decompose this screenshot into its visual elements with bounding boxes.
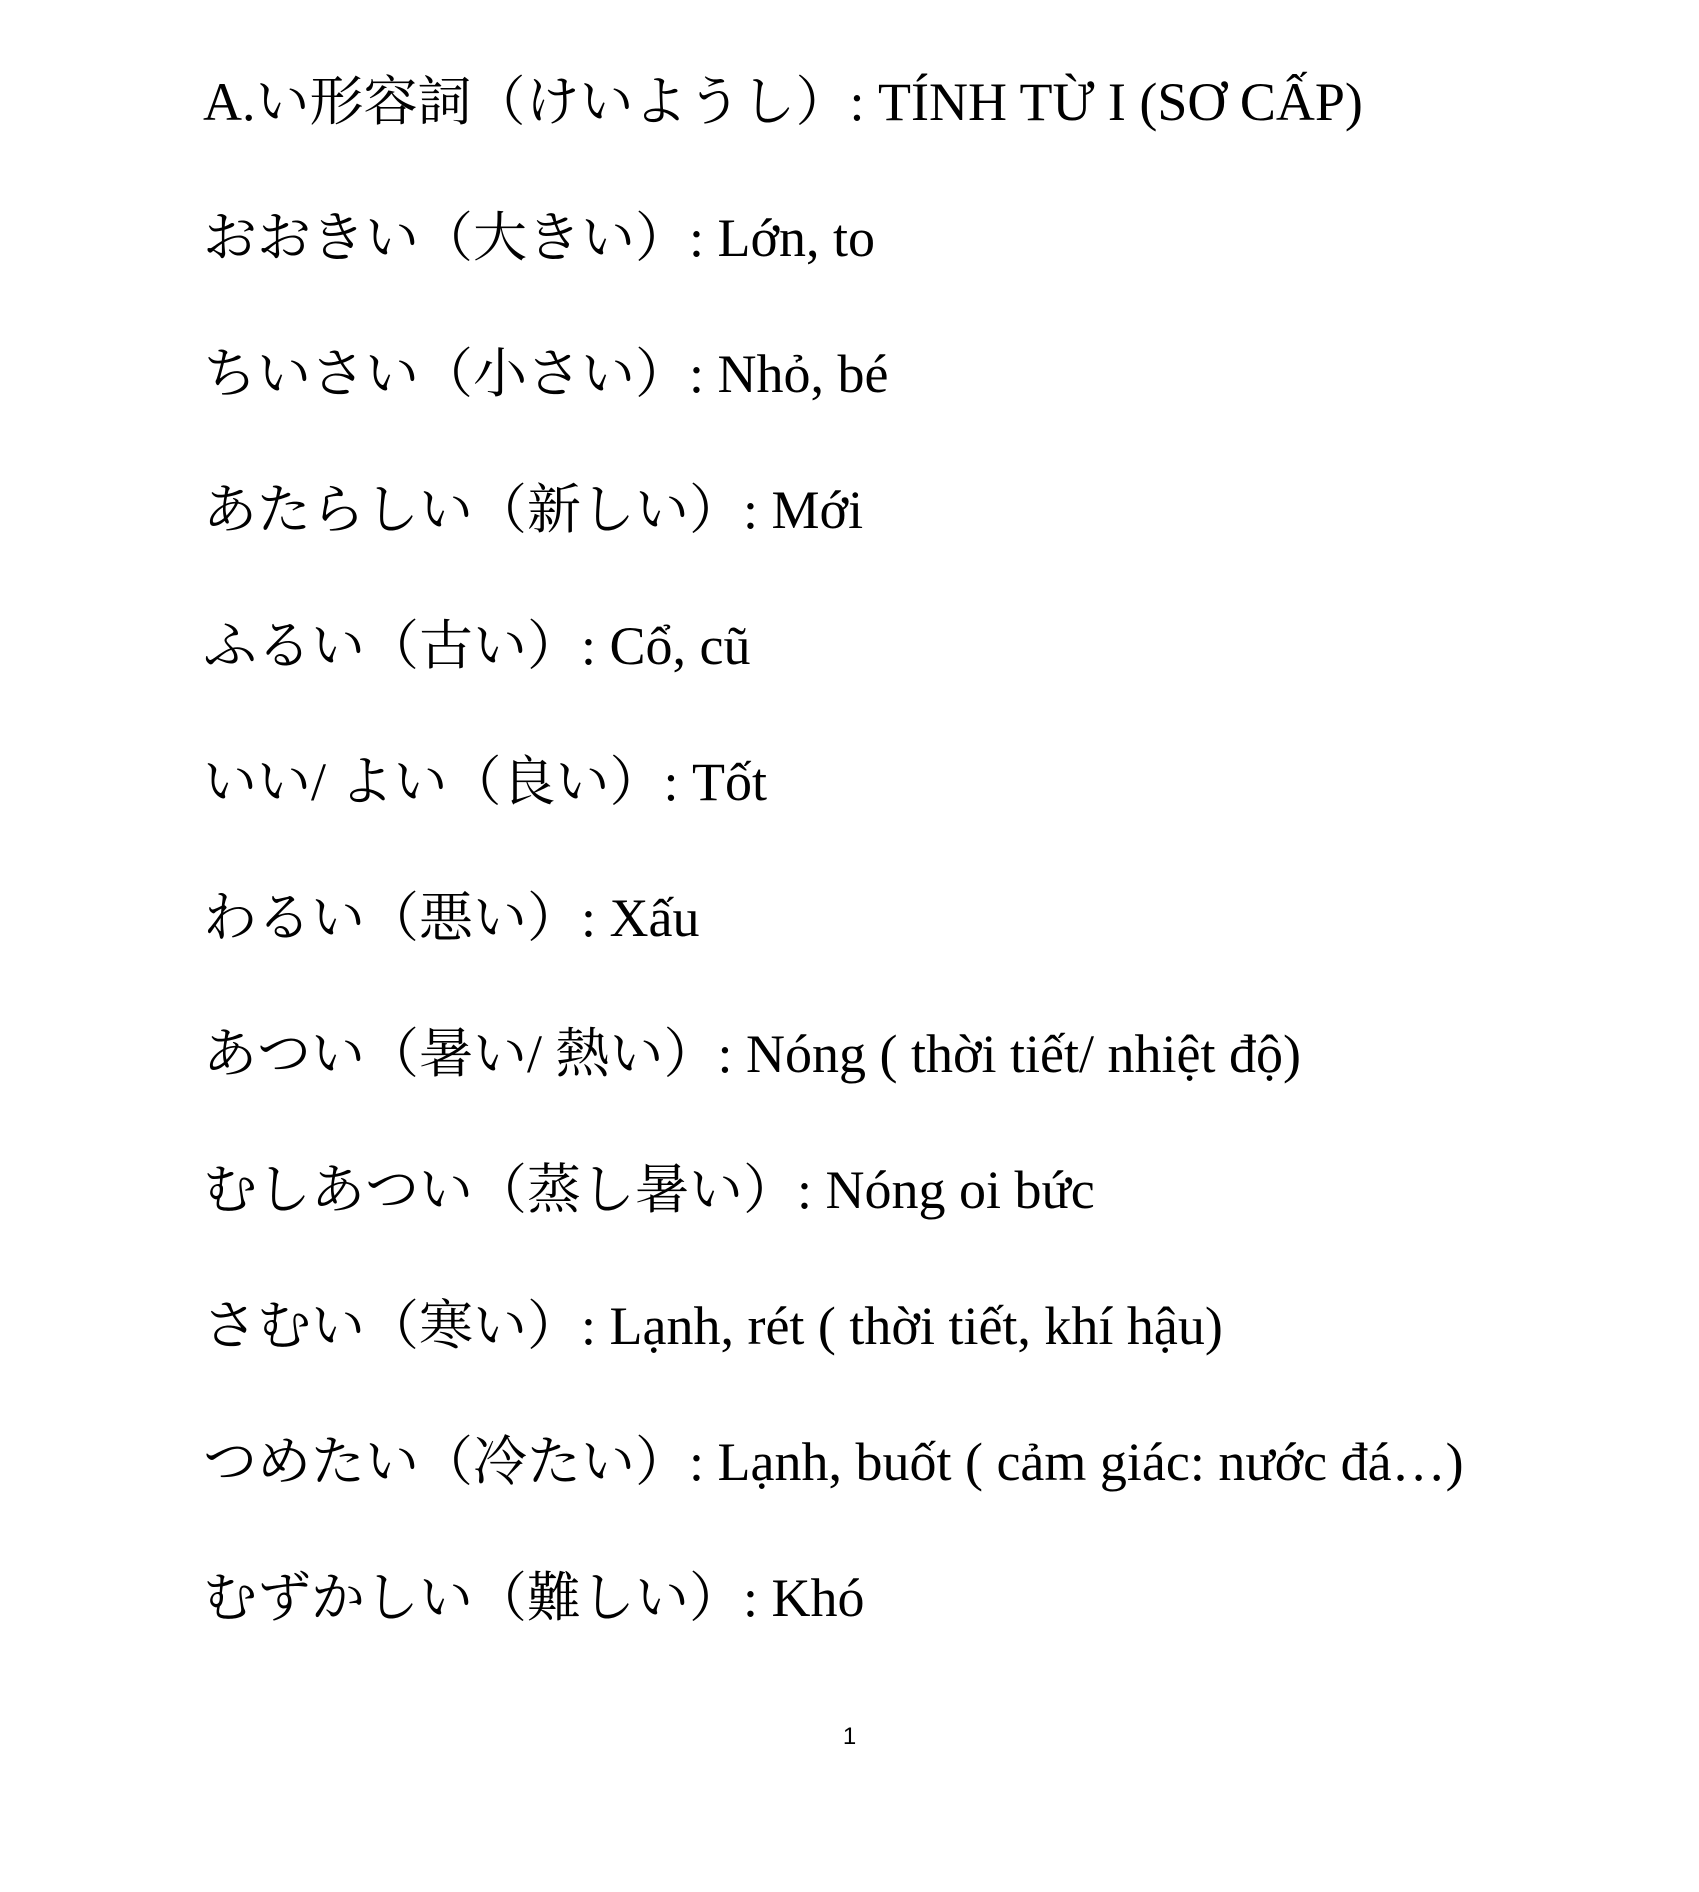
vocab-entry-furui: ふるい（古い）: Cổ, cũ: [203, 616, 751, 676]
vocab-entry-samui: さむい（寒い）: Lạnh, rét ( thời tiết, khí hậu): [203, 1296, 1223, 1356]
vocab-entry-chiisai: ちいさい（小さい）: Nhỏ, bé: [203, 344, 889, 404]
vocab-entry-muzukashii: むずかしい（難しい）: Khó: [203, 1568, 865, 1628]
vocab-entry-atsui: あつい（暑い/ 熱い）: Nóng ( thời tiết/ nhiệt độ): [203, 1024, 1301, 1084]
page-number: 1: [842, 1723, 857, 1750]
vocab-entry-warui: わるい（悪い）: Xấu: [203, 888, 700, 948]
vocab-entry-mushiatsui: むしあつい（蒸し暑い）: Nóng oi bức: [203, 1160, 1095, 1220]
vocab-entry-atarashii: あたらしい（新しい）: Mới: [203, 480, 864, 540]
vocab-entry-ookii: おおきい（大きい）: Lớn, to: [203, 208, 876, 268]
vocabulary-list: [203, 62, 1603, 1694]
section-heading: A.い形容詞（けいようし）: TÍNH TỪ I (SƠ CẤP): [203, 72, 1363, 132]
vocab-entry-tsumetai: つめたい（冷たい）: Lạnh, buốt ( cảm giác: nước đá…): [203, 1432, 1464, 1492]
vocab-entry-ii-yoi: いい/ よい（良い）: Tốt: [203, 752, 767, 812]
